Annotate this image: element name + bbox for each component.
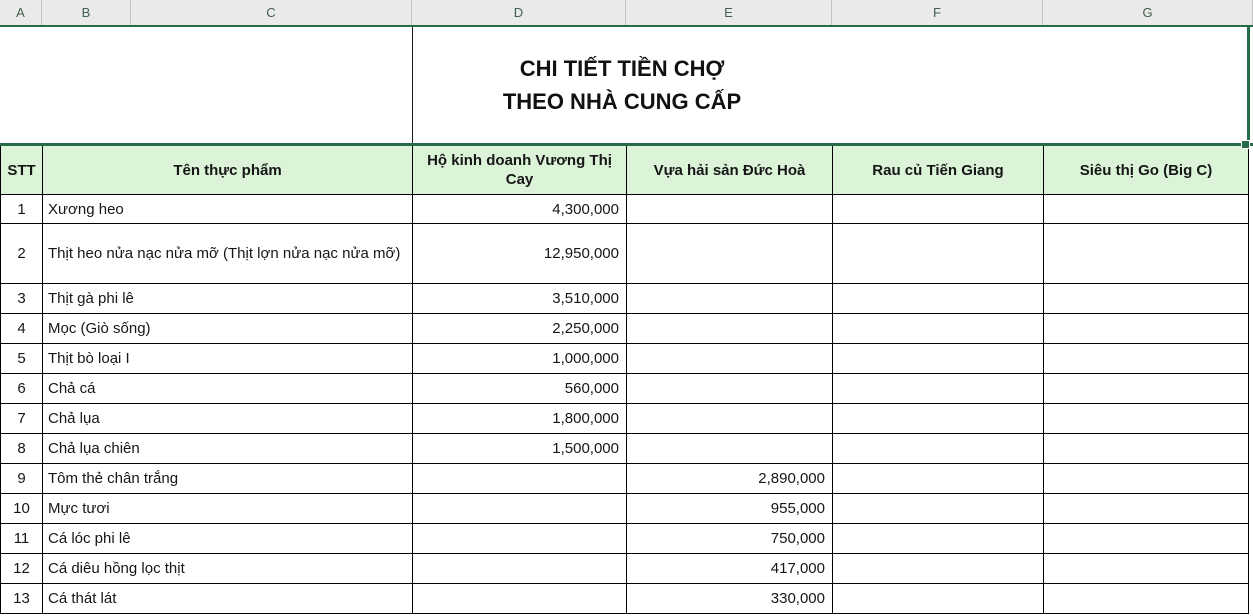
cell-supplier-2-amount[interactable]: 2,890,000 — [627, 464, 833, 494]
cell-supplier-2-amount[interactable] — [627, 374, 833, 404]
cell-stt[interactable]: 5 — [1, 344, 43, 374]
selection-border-bottom — [0, 143, 1253, 146]
cell-stt[interactable]: 6 — [1, 374, 43, 404]
column-header-e[interactable]: E — [626, 0, 832, 25]
cell-supplier-1-amount[interactable]: 3,510,000 — [413, 284, 627, 314]
cell-stt[interactable]: 10 — [1, 494, 43, 524]
cell-food-name[interactable]: Cá lóc phi lê — [43, 524, 413, 554]
cell-supplier-3-amount[interactable] — [833, 224, 1044, 284]
title-line-2: THEO NHÀ CUNG CẤP — [502, 89, 742, 114]
cell-supplier-1-amount[interactable] — [413, 464, 627, 494]
cell-food-name[interactable]: Thịt bò loại I — [43, 344, 413, 374]
cell-food-name[interactable]: Cá diêu hồng lọc thịt — [43, 554, 413, 584]
title-line-1: CHI TIẾT TIỀN CHỢ — [519, 56, 725, 81]
cell-supplier-3-amount[interactable] — [833, 464, 1044, 494]
cell-supplier-3-amount[interactable] — [833, 584, 1044, 614]
cell-supplier-1-amount[interactable] — [413, 554, 627, 584]
column-header-g[interactable]: G — [1043, 0, 1253, 25]
cell-supplier-3-amount[interactable] — [833, 434, 1044, 464]
column-header-d[interactable]: D — [412, 0, 626, 25]
cell-supplier-2-amount[interactable] — [627, 434, 833, 464]
column-header-f[interactable]: F — [832, 0, 1043, 25]
cell-food-name[interactable]: Cá thát lát — [43, 584, 413, 614]
cell-supplier-3-amount[interactable] — [833, 314, 1044, 344]
cell-stt[interactable]: 1 — [1, 195, 43, 224]
header-supplier-3[interactable]: Rau củ Tiến Giang — [833, 146, 1044, 195]
cell-supplier-1-amount[interactable]: 1,500,000 — [413, 434, 627, 464]
cell-supplier-3-amount[interactable] — [833, 554, 1044, 584]
cell-supplier-4-amount[interactable] — [1044, 284, 1249, 314]
cell-supplier-1-amount[interactable]: 4,300,000 — [413, 195, 627, 224]
cell-supplier-4-amount[interactable] — [1044, 314, 1249, 344]
cell-supplier-1-amount[interactable] — [413, 494, 627, 524]
cell-supplier-1-amount[interactable]: 1,800,000 — [413, 404, 627, 434]
cell-supplier-4-amount[interactable] — [1044, 374, 1249, 404]
column-header-strip — [0, 0, 1253, 25]
column-header-a[interactable]: A — [0, 0, 42, 25]
cell-supplier-4-amount[interactable] — [1044, 524, 1249, 554]
cell-food-name[interactable]: Thịt gà phi lê — [43, 284, 413, 314]
selection-fill-handle[interactable] — [1241, 140, 1250, 149]
header-supplier-1[interactable]: Hộ kinh doanh Vương Thị Cay — [413, 146, 627, 195]
cell-supplier-1-amount[interactable]: 12,950,000 — [413, 224, 627, 284]
cell-supplier-2-amount[interactable]: 330,000 — [627, 584, 833, 614]
cell-stt[interactable]: 7 — [1, 404, 43, 434]
cell-food-name[interactable]: Chả lụa chiên — [43, 434, 413, 464]
cell-supplier-2-amount[interactable]: 750,000 — [627, 524, 833, 554]
cell-supplier-4-amount[interactable] — [1044, 464, 1249, 494]
selection-border-top — [0, 25, 1253, 27]
cell-supplier-4-amount[interactable] — [1044, 404, 1249, 434]
cell-supplier-2-amount[interactable] — [627, 404, 833, 434]
cell-supplier-4-amount[interactable] — [1044, 434, 1249, 464]
header-food-name[interactable]: Tên thực phẩm — [43, 146, 413, 195]
column-header-c[interactable]: C — [131, 0, 412, 25]
cell-stt[interactable]: 4 — [1, 314, 43, 344]
cell-supplier-3-amount[interactable] — [833, 195, 1044, 224]
header-supplier-2[interactable]: Vựa hải sản Đức Hoà — [627, 146, 833, 195]
cell-supplier-1-amount[interactable] — [413, 584, 627, 614]
cell-food-name[interactable]: Chả lụa — [43, 404, 413, 434]
cell-supplier-4-amount[interactable] — [1044, 584, 1249, 614]
cell-supplier-4-amount[interactable] — [1044, 554, 1249, 584]
cell-supplier-1-amount[interactable]: 560,000 — [413, 374, 627, 404]
cell-supplier-2-amount[interactable] — [627, 344, 833, 374]
cell-food-name[interactable]: Mọc (Giò sống) — [43, 314, 413, 344]
cell-supplier-4-amount[interactable] — [1044, 224, 1249, 284]
column-header-b[interactable]: B — [42, 0, 131, 25]
cell-stt[interactable]: 8 — [1, 434, 43, 464]
cell-supplier-3-amount[interactable] — [833, 524, 1044, 554]
cell-supplier-2-amount[interactable] — [627, 314, 833, 344]
cell-supplier-4-amount[interactable] — [1044, 344, 1249, 374]
cell-stt[interactable]: 2 — [1, 224, 43, 284]
cell-supplier-2-amount[interactable] — [627, 284, 833, 314]
cell-supplier-1-amount[interactable]: 2,250,000 — [413, 314, 627, 344]
cell-food-name[interactable]: Xương heo — [43, 195, 413, 224]
cell-supplier-3-amount[interactable] — [833, 404, 1044, 434]
cell-supplier-4-amount[interactable] — [1044, 494, 1249, 524]
cell-supplier-1-amount[interactable] — [413, 524, 627, 554]
cell-supplier-2-amount[interactable] — [627, 224, 833, 284]
cell-food-name[interactable]: Chả cá — [43, 374, 413, 404]
cell-supplier-2-amount[interactable] — [627, 195, 833, 224]
cell-food-name[interactable]: Thịt heo nửa nạc nửa mỡ (Thịt lợn nửa nạc nửa mỡ) — [43, 224, 413, 284]
cell-supplier-3-amount[interactable] — [833, 374, 1044, 404]
cell-supplier-3-amount[interactable] — [833, 284, 1044, 314]
cell-supplier-4-amount[interactable] — [1044, 195, 1249, 224]
cell-supplier-2-amount[interactable]: 955,000 — [627, 494, 833, 524]
selection-border-right — [1247, 25, 1250, 146]
cell-food-name[interactable]: Tôm thẻ chân trắng — [43, 464, 413, 494]
cell-supplier-3-amount[interactable] — [833, 344, 1044, 374]
header-supplier-4[interactable]: Siêu thị Go (Big C) — [1044, 146, 1249, 195]
cell-supplier-1-amount[interactable]: 1,000,000 — [413, 344, 627, 374]
cell-stt[interactable]: 13 — [1, 584, 43, 614]
title-cell[interactable] — [412, 27, 831, 143]
cell-food-name[interactable]: Mực tươi — [43, 494, 413, 524]
cell-supplier-2-amount[interactable]: 417,000 — [627, 554, 833, 584]
cell-stt[interactable]: 12 — [1, 554, 43, 584]
cell-stt[interactable]: 11 — [1, 524, 43, 554]
cell-stt[interactable]: 9 — [1, 464, 43, 494]
cell-supplier-3-amount[interactable] — [833, 494, 1044, 524]
header-stt[interactable]: STT — [1, 146, 43, 195]
table — [0, 146, 1250, 614]
cell-stt[interactable]: 3 — [1, 284, 43, 314]
